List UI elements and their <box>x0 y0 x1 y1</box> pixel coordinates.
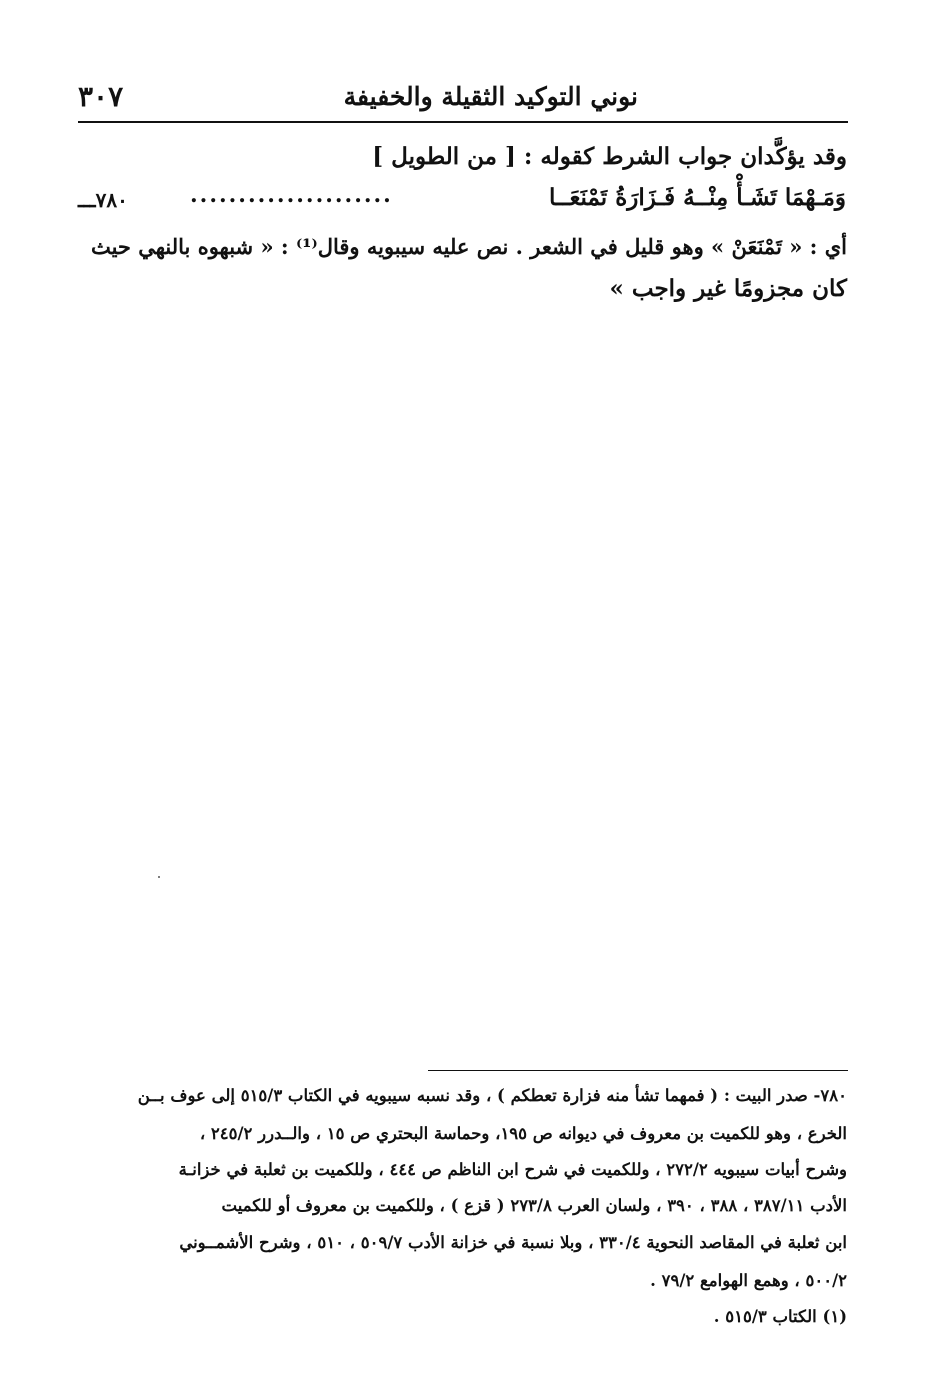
verse-missing-hemistich-dots: ..................... <box>190 182 393 208</box>
verse-hemistich: وَمَـهْمَا تَشَـأْ مِنْــهُ فَـزَارَةُ تَمْنَعَــا <box>548 184 846 211</box>
footnote-line-1: ٧٨٠- صدر البيت : ( فمهما تشأ منه فزارة تعطكم ) ، وقد نسبه سيبويه في الكتاب ٥١٥/٣ إلى عوف بــن <box>137 1086 847 1105</box>
verse-line <box>78 184 846 216</box>
footnote-line-2: الخرع ، وهو للكميت بن معروف في ديوانه ص ١٩٥، وحماسة البحتري ص ١٥ ، والــدرر ٢٤٥/٢ ، <box>199 1124 847 1143</box>
intro-line: وقد يؤكَّدان جواب الشرط كقوله : [ من الطويل ] <box>372 143 847 170</box>
footnote-line-7: (١) الكتاب ٥١٥/٣ . <box>713 1307 847 1326</box>
print-speck <box>158 876 160 878</box>
commentary-line-1: أي : « تَمْنَعَنْ » وهو قليل في الشعر . نص عليه سيبويه وقال⁽¹⁾ : « شبهوه بالنهي حيث <box>90 234 847 259</box>
running-title: نوني التوكيد الثقيلة والخفيفة <box>343 82 638 111</box>
page-header <box>78 80 848 120</box>
footnote-rule <box>428 1070 848 1071</box>
header-rule <box>78 121 848 123</box>
verse-number: ٧٨٠ـــ <box>78 188 128 212</box>
footnote-line-5: ابن ثعلبة في المقاصد النحوية ٣٣٠/٤ ، وبلا نسبة في خزانة الأدب ٥٠٩/٧ ، ٥١٠ ، وشرح الأشمــوني <box>179 1233 847 1252</box>
footnote-line-6: ٥٠٠/٢ ، وهمع الهوامع ٧٩/٢ . <box>650 1271 847 1290</box>
commentary-line-2: كان مجزومًا غير واجب » <box>609 275 847 302</box>
footnote-line-3: وشرح أبيات سيبويه ٢٧٢/٢ ، وللكميت في شرح ابن الناظم ص ٤٤٤ ، وللكميت بن ثعلبة في خزانـة <box>178 1160 847 1179</box>
page-number: ٣٠٧ <box>78 80 124 113</box>
footnote-line-4: الأدب ٣٨٧/١١ ، ٣٨٨ ، ٣٩٠ ، ولسان العرب ٢٧٣/٨ ( قزع ) ، وللكميت بن معروف أو للكميت <box>221 1196 847 1215</box>
